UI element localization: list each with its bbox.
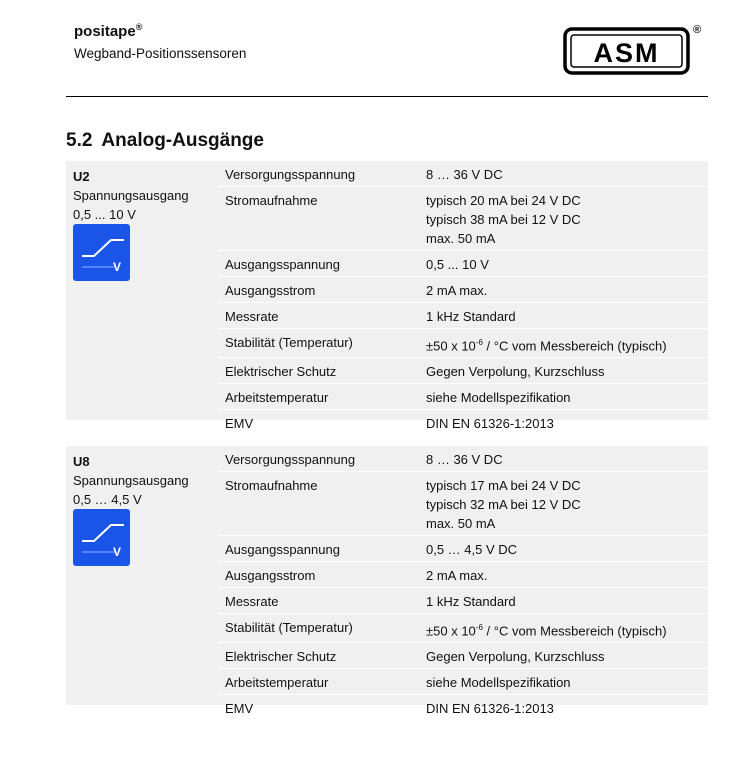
spec-value: 2 mA max. bbox=[426, 283, 488, 298]
product-name: positape bbox=[74, 23, 136, 40]
product-title bbox=[74, 22, 142, 40]
spec-value: ±50 x $10^{-6} / ^\circ C$ vom Messbereich (typisch) bbox=[426, 338, 667, 354]
spec-row bbox=[218, 588, 708, 614]
spec-row bbox=[218, 562, 708, 588]
section-heading: Analog-Ausgänge bbox=[101, 130, 264, 151]
spec-value: 8 … 36 V DC bbox=[426, 167, 503, 182]
spec-value: DIN EN 61326-1:2013 bbox=[426, 416, 554, 432]
spec-block-u8 bbox=[66, 446, 708, 717]
output-type-info bbox=[73, 452, 218, 509]
spec-row bbox=[218, 251, 708, 277]
spec-label: Ausgangsspannung bbox=[225, 257, 340, 272]
spec-label: Versorgungsspannung bbox=[225, 167, 356, 182]
spec-value: siehe Modellspezifikation bbox=[426, 675, 571, 691]
spec-value: 8 … 36 V DC bbox=[426, 452, 503, 467]
asm-logo bbox=[563, 27, 690, 75]
spec-value: 2 mA max. bbox=[426, 568, 488, 583]
output-code: U8 bbox=[73, 454, 90, 469]
spec-label: Arbeitstemperatur bbox=[225, 675, 329, 691]
spec-label: Stromaufnahme bbox=[225, 193, 318, 208]
spec-row bbox=[218, 614, 708, 643]
spec-value: 0,5 ... 10 V bbox=[426, 257, 489, 272]
spec-value: typisch 17 mA bei 24 V DC typisch 32 mA bei 12 V DC max. 50 mA bbox=[426, 478, 581, 531]
voltage-output-icon bbox=[73, 509, 130, 566]
spec-row bbox=[218, 472, 708, 536]
spec-value: ±50 x $10^{-6} / ^\circ C$ vom Messbereich (typisch) bbox=[426, 623, 667, 639]
spec-row bbox=[218, 187, 708, 251]
volt-label: V bbox=[112, 545, 121, 559]
spec-label: EMV bbox=[225, 701, 254, 717]
spec-row bbox=[218, 358, 708, 384]
spec-label: Messrate bbox=[225, 309, 279, 324]
spec-row bbox=[218, 384, 708, 410]
spec-row bbox=[218, 446, 708, 472]
spec-row bbox=[218, 695, 708, 720]
output-range: 0,5 ... 10 V bbox=[73, 207, 136, 222]
spec-value: Gegen Verpolung, Kurzschluss bbox=[426, 649, 605, 665]
output-type: Spannungsausgang bbox=[73, 188, 189, 203]
spec-label: Versorgungsspannung bbox=[225, 452, 356, 467]
spec-label: Stromaufnahme bbox=[225, 478, 318, 493]
product-subtitle: Wegband-Positionssensoren bbox=[74, 46, 247, 61]
spec-table bbox=[218, 446, 708, 720]
spec-row bbox=[218, 161, 708, 187]
spec-row bbox=[218, 643, 708, 669]
spec-value: siehe Modellspezifikation bbox=[426, 390, 571, 406]
spec-value: 1 kHz Standard bbox=[426, 594, 516, 609]
spec-row bbox=[218, 410, 708, 435]
logo-registered-mark: ® bbox=[693, 24, 702, 36]
spec-block-u2 bbox=[66, 161, 708, 432]
spec-label: Stabilität (Temperatur) bbox=[225, 335, 353, 350]
section-number: 5.2 bbox=[66, 130, 93, 151]
output-type-info bbox=[73, 167, 218, 224]
spec-value: 1 kHz Standard bbox=[426, 309, 516, 324]
spec-value: DIN EN 61326-1:2013 bbox=[426, 701, 554, 717]
spec-row bbox=[218, 303, 708, 329]
spec-label: Elektrischer Schutz bbox=[225, 364, 337, 380]
output-range: 0,5 … 4,5 V bbox=[73, 492, 142, 507]
spec-row bbox=[218, 536, 708, 562]
volt-label: V bbox=[112, 260, 121, 274]
spec-label: Ausgangsstrom bbox=[225, 283, 316, 298]
spec-label: Arbeitstemperatur bbox=[225, 390, 329, 406]
spec-value: Gegen Verpolung, Kurzschluss bbox=[426, 364, 605, 380]
voltage-output-icon bbox=[73, 224, 130, 281]
section-title bbox=[66, 130, 264, 152]
spec-value: 0,5 … 4,5 V DC bbox=[426, 542, 518, 557]
spec-label: Ausgangsstrom bbox=[225, 568, 316, 583]
spec-label: Messrate bbox=[225, 594, 279, 609]
spec-row bbox=[218, 329, 708, 358]
output-type: Spannungsausgang bbox=[73, 473, 189, 488]
output-code: U2 bbox=[73, 169, 90, 184]
spec-row bbox=[218, 669, 708, 695]
header-divider bbox=[66, 96, 708, 97]
asm-logo-text: ASM bbox=[593, 38, 660, 68]
spec-label: EMV bbox=[225, 416, 254, 432]
registered-mark: ® bbox=[135, 22, 143, 32]
spec-value: typisch 20 mA bei 24 V DC typisch 38 mA bei 12 V DC max. 50 mA bbox=[426, 193, 581, 246]
spec-table bbox=[218, 161, 708, 435]
spec-label: Elektrischer Schutz bbox=[225, 649, 337, 665]
spec-row bbox=[218, 277, 708, 303]
spec-label: Ausgangsspannung bbox=[225, 542, 340, 557]
spec-label: Stabilität (Temperatur) bbox=[225, 620, 353, 635]
